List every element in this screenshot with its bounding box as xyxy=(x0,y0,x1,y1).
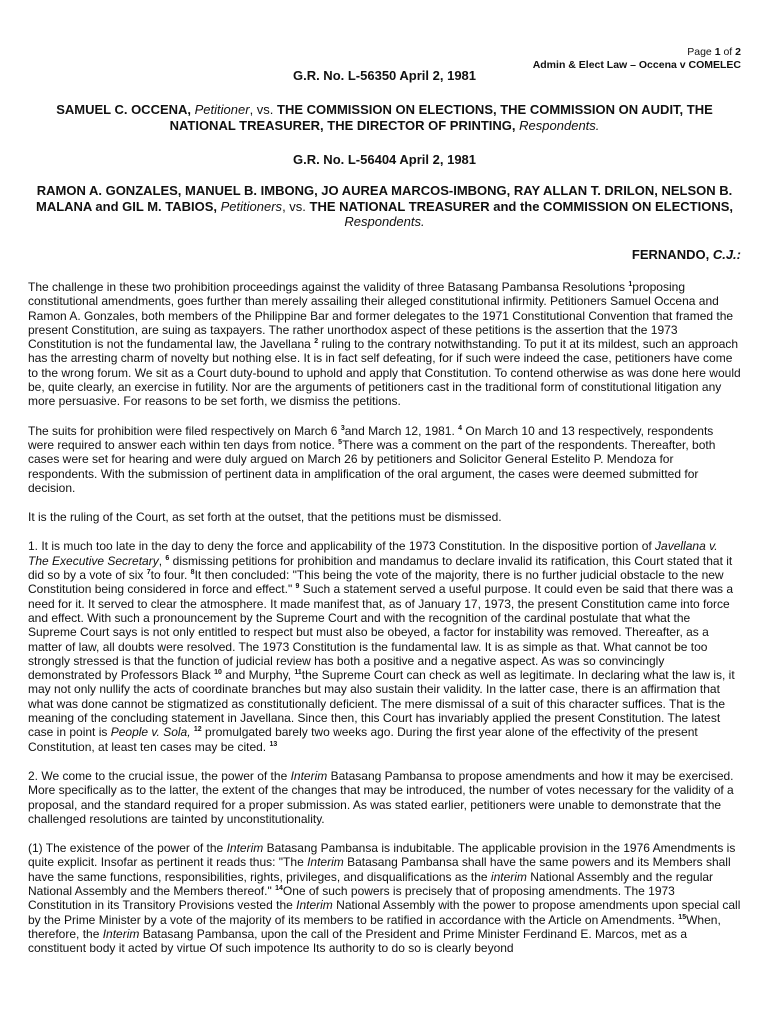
footnote-ref: 8 xyxy=(190,569,195,577)
footnote-ref: 15 xyxy=(678,913,687,921)
paragraph-3: It is the ruling of the Court, as set forth at the outset, that the petitions must be dismissed. xyxy=(28,510,502,525)
paragraph-5: 2. We come to the crucial issue, the power of the Interim Batasang Pambansa to propose amendments and how it may be exercised. More specifically as to the latter, the extent of the changes that may be introduced, the number of votes necessary for the validity of a proposal, and the standard required for a proper submission. As was stated earlier, petitioners were unable to demonstrate that the challenged resolutions are tainted by unconstitutionality. xyxy=(28,768,734,826)
case2-vs: , vs. xyxy=(282,198,306,214)
case2-respondents-role: Respondents. xyxy=(344,214,425,229)
page-of: of xyxy=(723,46,733,58)
case2-petitioners: RAMON A. GONZALES, MANUEL B. IMBONG, JO AUREA MARCOS-IMBONG, RAY ALLAN T. DRILON, NELSON B. MALANA and GIL M. TABIOS, xyxy=(35,183,733,214)
footnote-ref: 6 xyxy=(165,554,170,562)
case-citation: People v. Sola, xyxy=(110,725,191,740)
ponente xyxy=(632,247,741,262)
case1-petitioner: SAMUEL C. OCCENA, xyxy=(56,102,192,117)
case1-gr-number: G.R. No. L-56350 April 2, 1981 xyxy=(292,68,477,83)
footnote-ref: 5 xyxy=(338,438,343,446)
footnote-ref: 13 xyxy=(269,740,278,748)
footnote-ref: 9 xyxy=(295,583,300,591)
case2-gr-number: G.R. No. L-56404 April 2, 1981 xyxy=(292,152,477,167)
case1-petitioner-role: Petitioner xyxy=(194,102,250,117)
paragraph-1: The challenge in these two prohibition proceedings against the validity of three Batasang Pambansa Resolutions $^1$proposing constitutional amendments, goes further than merely assailing their alleged constitutional infirmity. Petitioners Samuel Occena and Ramon A. Gonzales, both members of the Philippine Bar and former delegates to the 1971 Constitutional Convention that framed the present Constitution, are suing as taxpayers. The rather unorthodox aspect of these petitions is the assertion that the 1973 Constitution is not the fundamental law, the Javellana $^2$ ruling to the contrary notwithstanding. To put it at its mildest, such an approach has the arresting charm of novelty but nothing else. It is in fact self defeating, for if such were indeed the case, petitioners have come to the wrong forum. We sit as a Court duty-bound to uphold and apply that Constitution. To contend otherwise as was done here would be, quite clearly, an exercise in futility. Nor are the arguments of petitioners cast in the traditional form of constitutional litigation any more persuasive. For reasons to be set forth, we dismiss the petitions. xyxy=(28,280,741,409)
case1-parties xyxy=(28,102,741,133)
footnote-ref: 14 xyxy=(275,884,283,892)
footnote-ref: 11 xyxy=(294,669,302,677)
footnote-ref: 4 xyxy=(458,424,463,432)
case2-respondents: THE NATIONAL TREASURER and the COMMISSION ON ELECTIONS, xyxy=(309,198,734,214)
case1-vs: , vs. xyxy=(249,102,274,117)
footnote-ref: 10 xyxy=(214,669,222,677)
case-citation: Javellana v. The Executive Secretary xyxy=(28,539,718,568)
paragraph-2: The suits for prohibition were filed respectively on March 6 $^3$and March 12, 1981. $^4$ On March 10 and 13 respectively, respondents were required to answer each within ten days from notice. $^5$There was a comment on the part of the respondents. Thereafter, both cases were set for hearing and were duly argued on March 26 by petitioners and Solicitor General Estelito P. Mendoza for respondents. With the submission of pertinent data in amplification of the oral argument, the cases were deemed submitted for decision. xyxy=(28,423,716,495)
page-current: 1 xyxy=(714,46,721,58)
page-number xyxy=(533,46,741,59)
case2-parties xyxy=(28,183,741,230)
paragraph-4: 1. It is much too late in the day to deny the force and applicability of the 1973 Constitution. In the dispositive portion of Javellana v. The Executive Secretary, $^6$ dismissing petitions for prohibition and mandamus to declare invalid its ratification, this Court stated that it did so by a vote of six $^7$to four. $^8$It then concluded: "This being the vote of the majority, there is no further judicial obstacle to the new Constitution being considered in force and effect." $^9$ Such a statement served a useful purpose. It could even be said that there was a need for it. It served to clear the atmosphere. It made manifest that, as of January 17, 1973, the present Constitution came into force and effect. With such a pronouncement by the Supreme Court and with the recognition of the cardinal postulate that what the Supreme Court says is not only entitled to respect but must also be obeyed, a factor for instability was removed. Thereafter, as a matter of law, all doubts were resolved. The 1973 Constitution is the fundamental law. It is as simple as that. What cannot be too strongly stressed is that the function of judicial review has both a positive and a negative aspect. As was so convincingly demonstrated by Professors Black $^{10}$ and Murphy, $^{11}$the Supreme Court can check as well as legitimate. In declaring what the law is, it may not only nullify the acts of coordinate branches but may also sustain their validity. In the latter case, there is an affirmation that what was done cannot be stigmatized as constitutionally deficient. The mere dismissal of a suit of this character suffices. That is the meaning of the concluding statement in Javellana. Since then, this Court has invariably applied the present Constitution. The latest case in point is People v. Sola, $^{12}$ promulgated barely two weeks ago. During the first year alone of the effectivity of the present Constitution, at least ten cases may be cited. $^{13}$ xyxy=(28,539,735,754)
footnote-ref: 2 xyxy=(314,338,319,346)
footnote-ref: 3 xyxy=(340,424,345,432)
footnote-ref: 1 xyxy=(628,281,633,288)
footnote-ref: 12 xyxy=(193,726,202,734)
page-total: 2 xyxy=(735,46,741,58)
decision-body xyxy=(28,280,741,970)
case1-respondents-role: Respondents. xyxy=(519,117,600,133)
case2-petitioners-role: Petitioners xyxy=(220,198,283,214)
page-label: Page xyxy=(687,46,712,58)
document-subtitle: Admin & Elect Law – Occena v COMELEC xyxy=(532,59,741,71)
footnote-ref: 7 xyxy=(146,569,151,577)
paragraph-6: (1) The existence of the power of the Interim Batasang Pambansa is indubitable. The applicable provision in the 1976 Amendments is quite explicit. Insofar as pertinent it reads thus: "The Interim Batasang Pambansa shall have the same powers and its Members shall have the same functions, responsibilities, rights, privileges, and disqualifications as the interim National Assembly and the regular National Assembly and the Members thereof." $^{14}$One of such powers is precisely that of proposing amendments. The 1973 Constitution in its Transitory Provisions vested the Interim National Assembly with the power to propose amendments upon special call by the Prime Minister by a vote of the majority of its members to be ratified in accordance with the Article on Amendments. $^{15}$When, therefore, the Interim Batasang Pambansa, upon the call of the President and Prime Minister Ferdinand E. Marcos, met as a constituent body it acted by virtue Of such impotence Its authority to do so is clearly beyond xyxy=(28,841,741,956)
case1-respondents: THE COMMISSION ON ELECTIONS, THE COMMISSION ON AUDIT, THE NATIONAL TREASURER, THE DIRECTOR OF PRINTING, xyxy=(169,102,713,133)
ponente-title: C.J.: xyxy=(712,247,741,262)
ponente-name: FERNANDO, xyxy=(631,247,710,262)
